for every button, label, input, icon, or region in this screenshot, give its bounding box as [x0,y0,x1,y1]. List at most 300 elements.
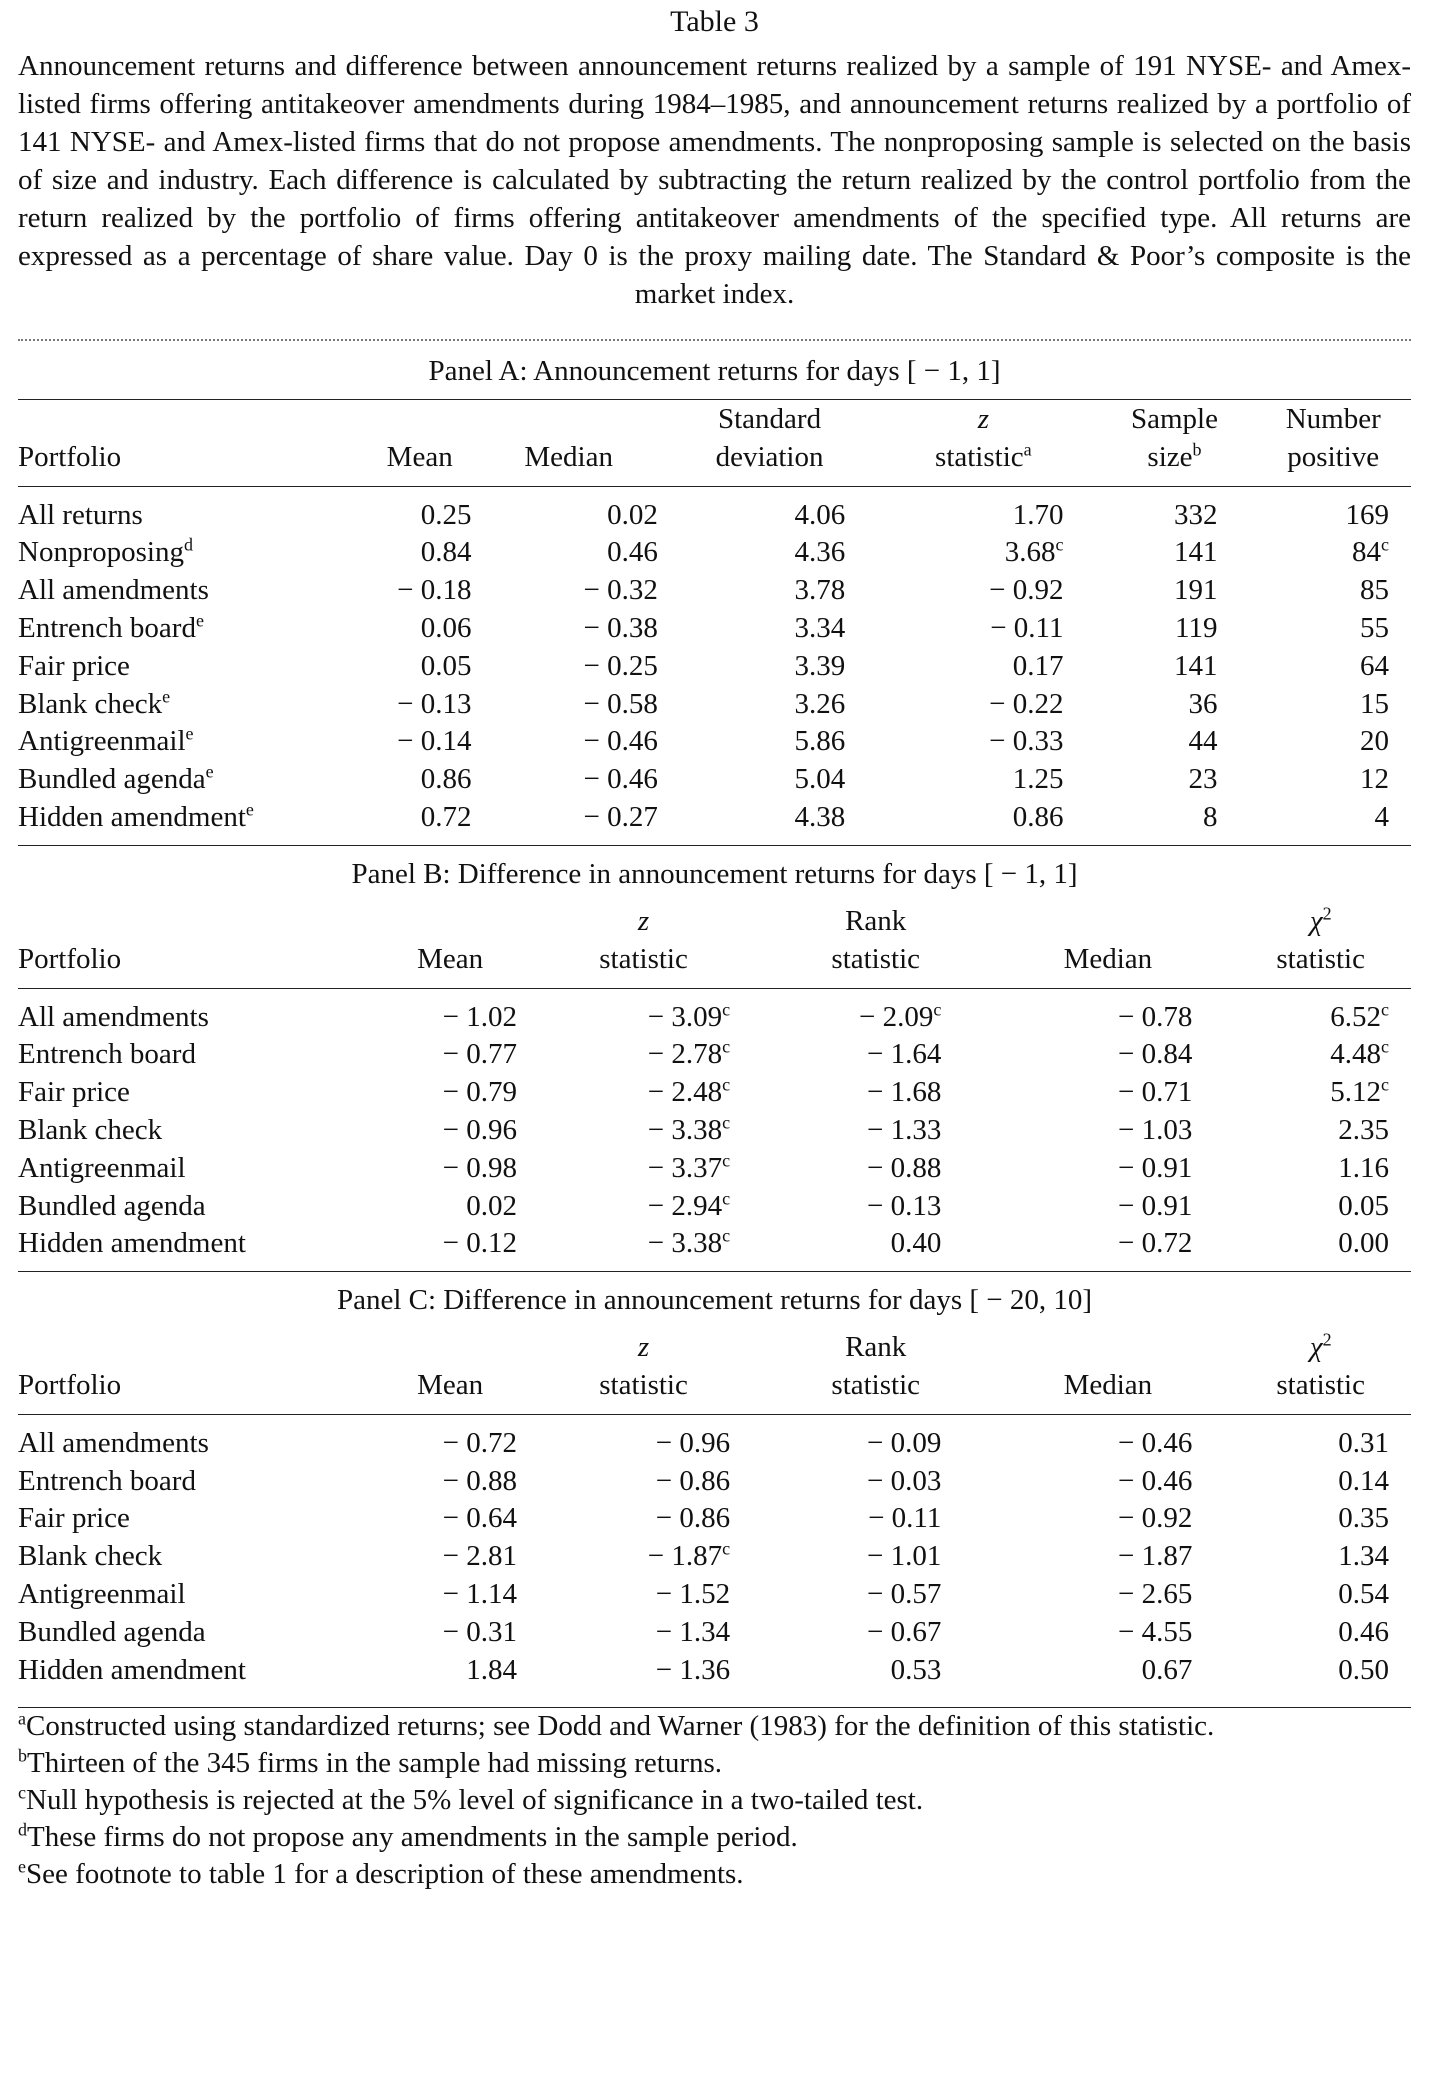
mean-cell [368,534,472,572]
mean-cell-value: − 0.98 [442,1151,518,1184]
portfolio-name: Entrench board [18,1464,196,1497]
rank-cell [766,1576,985,1614]
table-row [18,1500,1411,1538]
sample-size-cell-value: 44 [1188,725,1218,758]
z-cell [873,534,1093,572]
portfolio-label: Nonproposing [18,536,184,569]
mean-cell [379,1150,521,1188]
rank-cell-value: − 0.11 [868,1502,942,1535]
sample-size-cell-value: 191 [1173,574,1218,607]
z-line2: statistic [599,1368,688,1401]
rank-cell [766,1188,985,1226]
rank-cell [766,1150,985,1188]
footnote-mark: c [722,1036,731,1057]
portfolio-name [18,610,368,648]
chi-cell-value: 0.35 [1338,1502,1389,1535]
mean-cell [368,799,472,845]
z-line2: statistic [935,440,1024,473]
footnotes [18,1708,1411,1893]
mean-cell-value: 0.02 [466,1189,518,1222]
z-cell-value: − 0.11 [990,612,1064,645]
chi-cell [1230,1414,1411,1462]
number-positive-cell-value: 169 [1345,498,1389,531]
z-cell [521,988,766,1036]
sample-size-cell [1093,648,1255,686]
mean-cell-value: 0.84 [420,536,472,569]
chi-exponent: 2 [1322,902,1332,923]
table-title: Table 3 [670,5,759,38]
mean-cell-value: − 0.12 [442,1227,518,1260]
portfolio-name: Entrench board [18,1038,196,1071]
number-positive-cell [1255,723,1411,761]
footnote-text: Constructed using standardized returns; see Dodd and Warner (1983) for the definition of this statistic. [26,1710,1215,1743]
rank-cell-value: − 1.33 [866,1113,942,1146]
z-cell [521,1576,766,1614]
rank-cell-value: − 0.57 [866,1578,942,1610]
chi-cell [1230,1036,1411,1074]
footnote-mark: d [183,534,193,555]
mean-cell [368,686,472,724]
chi-cell-value: 1.16 [1338,1151,1389,1184]
footnote-text: See footnote to table 1 for a description of these amendments. [26,1858,744,1891]
chi-cell [1230,1614,1411,1652]
rank-cell [766,1463,985,1501]
chi-exponent: 2 [1322,1329,1332,1350]
portfolio-name [18,534,368,572]
portfolio-name: All amendments [18,1426,209,1459]
z-cell-value: − 2.78 [647,1038,723,1071]
z-cell [521,1150,766,1188]
median-cell-value: − 0.25 [583,649,658,682]
sample-size-cell [1093,572,1255,610]
panel-b-title: Panel B: Difference in announcement returns for days [ − 1, 1] [351,857,1078,890]
footnote-mark: c [722,1187,731,1208]
rank-line2: statistic [831,942,921,975]
footnote-mark: c [722,1538,731,1559]
panel-c-body [18,1414,1411,1697]
sd-cell [666,761,873,799]
sd-cell-value: 4.38 [794,801,846,834]
table-row [18,1463,1411,1501]
chi-cell-value: 0.46 [1338,1615,1389,1648]
median-cell-value: − 0.46 [1118,1464,1193,1497]
table-row [18,1150,1411,1188]
mean-cell [379,1188,521,1226]
z-cell [521,1652,766,1698]
median-cell-value: − 4.55 [1118,1615,1193,1648]
number-positive-cell-value: 4 [1374,801,1389,834]
median-cell-value: − 0.58 [583,687,658,720]
z-cell-value: − 0.86 [655,1502,731,1535]
col-median: Median [1063,942,1153,975]
sample-size-cell-value: 141 [1173,649,1218,682]
portfolio-name: Bundled agenda [18,1189,206,1222]
sample-size-cell-value: 36 [1188,687,1218,720]
pos-line1: Number [1285,402,1381,435]
table-row [18,1225,1411,1271]
col-median: Median [1063,1368,1153,1401]
median-cell-value: − 0.46 [583,763,658,796]
number-positive-cell-value: 20 [1360,725,1389,758]
rank-cell [766,1538,985,1576]
portfolio-name [18,648,368,686]
col-std-dev [666,399,873,486]
panel-b-body [18,988,1411,1271]
portfolio-label: Fair price [18,649,130,682]
portfolio-name: Antigreenmail [18,1578,186,1610]
rank-cell-value: − 1.68 [866,1076,942,1109]
chi-line1: χ [1309,1330,1323,1363]
z-cell [873,723,1093,761]
mean-cell-value: 1.84 [466,1653,518,1686]
z-cell-value: − 3.37 [647,1151,723,1184]
footnote-text: Thirteen of the 345 firms in the sample had missing returns. [27,1747,723,1780]
sample-size-cell-value: 119 [1175,612,1218,645]
col-sample-size [1093,399,1255,486]
mean-cell [368,648,472,686]
mean-cell-value: − 2.81 [442,1540,518,1573]
portfolio-name [18,799,368,845]
number-positive-cell-value: 15 [1360,687,1389,720]
table-row [18,1538,1411,1576]
chi-cell [1230,1576,1411,1614]
median-cell-value: − 0.84 [1118,1038,1193,1071]
table-row [18,1614,1411,1652]
number-positive-cell [1255,486,1411,534]
portfolio-name: Bundled agenda [18,1615,206,1648]
number-positive-cell [1255,534,1411,572]
chi-cell-value: 1.34 [1338,1540,1389,1573]
z-cell-value: − 0.96 [655,1426,731,1459]
chi-cell-value: 0.14 [1338,1464,1389,1497]
median-cell-value: 0.02 [607,498,658,531]
median-cell-value: − 0.38 [583,612,658,645]
mean-cell [379,1414,521,1462]
median-cell [472,723,666,761]
portfolio-label: Bundled agenda [18,763,206,796]
table-row [18,534,1411,572]
median-cell-value: − 0.32 [583,574,658,607]
col-chi-stat [1230,902,1411,989]
median-cell-value: 0.46 [607,536,658,569]
footnote-mark: a [1023,439,1032,460]
mean-cell-value: − 0.79 [442,1076,518,1109]
chi-cell [1230,1150,1411,1188]
sd-cell [666,686,873,724]
col-rank-stat [766,1328,985,1415]
footnote-a [18,1708,1411,1745]
table-row [18,1188,1411,1226]
table-caption: Announcement returns and difference between announcement returns realized by a sample of 191 NYSE- and Amex-listed firms offering antitakeover amendments during 1984–1985, and announcement returns realized by a portfolio of 141 NYSE- and Amex-listed firms that do not propose amendments. The nonproposing sample is selected on the basis of size and industry. Each difference is calculated by subtracting the return realized by the control portfolio from the return realized by the portfolio of firms offering antitakeover amendments of the specified type. All returns are expressed as a percentage of share value. Day 0 is the proxy mailing date. The Standard & Poor’s composite is the market index. [18,50,1411,310]
footnote-mark: c [722,1150,731,1171]
panel-c-table [18,1328,1411,1698]
portfolio-name [18,723,368,761]
col-z-stat [873,399,1093,486]
mean-cell [368,572,472,610]
z-cell-value: − 1.87 [647,1540,723,1573]
z-cell-value: − 3.09 [647,1000,723,1033]
portfolio-name: Hidden amendment [18,1227,246,1260]
median-cell [985,1188,1230,1226]
mean-cell-value: − 0.13 [397,687,472,720]
mean-cell-value: − 0.14 [397,725,472,758]
number-positive-cell [1255,610,1411,648]
col-portfolio: Portfolio [18,1368,122,1401]
rank-cell-value: − 0.09 [866,1426,942,1459]
portfolio-name: Hidden amendment [18,1653,246,1686]
portfolio-name [18,686,368,724]
sample-size-cell [1093,761,1255,799]
mean-cell-value: − 0.18 [397,574,472,607]
mean-cell-value: − 0.64 [442,1502,518,1535]
number-positive-cell-value: 12 [1360,763,1389,796]
rank-cell [766,1074,985,1112]
z-line1: z [977,402,989,435]
chi-line1: χ [1309,904,1323,937]
col-number-positive [1255,399,1411,486]
z-cell-value: − 0.86 [655,1464,731,1497]
footnote-text: Null hypothesis is rejected at the 5% level of significance in a two-tailed test. [26,1784,924,1817]
footnote-mark: c [1381,1036,1389,1057]
portfolio-label: All returns [18,498,143,531]
z-cell-value: 0.17 [1012,649,1064,682]
sample-size-cell [1093,723,1255,761]
median-cell [472,761,666,799]
z-line2: statistic [599,942,688,975]
mean-cell [379,1576,521,1614]
footnote-mark: e [205,761,214,782]
median-cell [985,1538,1230,1576]
z-line1: z [637,904,650,937]
rank-cell [766,988,985,1036]
z-cell [521,1500,766,1538]
mean-cell [379,1538,521,1576]
median-cell-value: − 1.87 [1118,1540,1193,1573]
mean-cell-value: 0.25 [420,498,472,531]
z-cell-value: 0.86 [1012,801,1064,834]
z-cell [521,1074,766,1112]
portfolio-label: All amendments [18,574,209,607]
footnote-mark: c [1381,998,1389,1019]
chi-cell [1230,1463,1411,1501]
median-cell [472,648,666,686]
footnote-mark: e [245,799,254,820]
chi-cell [1230,1538,1411,1576]
median-cell [985,988,1230,1036]
table-row [18,1414,1411,1462]
col-mean: Mean [386,440,453,473]
portfolio-name [18,486,368,534]
sd-cell-value: 4.06 [794,498,846,531]
number-positive-cell [1255,686,1411,724]
sample-size-cell [1093,610,1255,648]
table-row [18,1036,1411,1074]
z-cell [521,1188,766,1226]
col-z-stat [521,1328,766,1415]
mean-cell-value: 0.86 [420,763,472,796]
mean-cell [379,1614,521,1652]
median-cell [472,486,666,534]
number-positive-cell-value: 85 [1360,574,1389,607]
footnote-mark: c [1055,534,1064,555]
sd-cell [666,610,873,648]
z-cell-value: 1.25 [1012,763,1064,796]
rank-cell-value: 0.40 [890,1227,942,1260]
table-row [18,486,1411,534]
mean-cell [379,1652,521,1698]
chi-line2: statistic [1276,942,1365,975]
footnote-mark: c [722,1112,731,1133]
mean-cell-value: − 0.77 [442,1038,518,1071]
chi-cell-value: 0.31 [1338,1426,1389,1459]
number-positive-cell-value: 55 [1360,612,1389,645]
panel-a-header-row [18,399,1411,486]
portfolio-name [18,761,368,799]
sample-size-cell [1093,534,1255,572]
z-cell [873,761,1093,799]
sd-cell [666,572,873,610]
median-cell [985,1614,1230,1652]
mean-cell-value: − 1.14 [442,1578,518,1610]
sample-size-cell [1093,486,1255,534]
sample-size-cell-value: 332 [1173,498,1218,531]
table-row [18,1074,1411,1112]
median-cell-value: − 0.78 [1118,1000,1193,1033]
rank-cell-value: − 0.13 [866,1189,942,1222]
table-row [18,761,1411,799]
rank-cell [766,1500,985,1538]
portfolio-label: Blank check [18,687,163,720]
median-cell [472,572,666,610]
median-cell-value: − 0.46 [583,725,658,758]
z-cell [521,1225,766,1271]
sd-cell [666,723,873,761]
table-row [18,1652,1411,1698]
number-positive-cell-value: 64 [1360,649,1389,682]
col-mean: Mean [417,1368,484,1401]
chi-cell-value: 0.50 [1338,1653,1389,1686]
z-cell [521,1614,766,1652]
z-cell-value: − 3.38 [647,1227,723,1260]
mean-cell [379,1074,521,1112]
sd-cell [666,486,873,534]
footnote-text: These firms do not propose any amendments in the sample period. [27,1821,798,1854]
z-cell-value: − 2.94 [647,1189,723,1222]
col-chi-stat [1230,1328,1411,1415]
z-cell [873,610,1093,648]
sd-cell-value: 5.86 [794,725,846,758]
median-cell [985,1652,1230,1698]
chi-cell-value: 6.52 [1330,1000,1381,1033]
sd-cell-value: 3.78 [794,574,846,607]
footnote-d [18,1819,1411,1856]
sd-cell [666,799,873,845]
mean-cell-value: − 0.96 [442,1113,518,1146]
chi-cell-value: 0.05 [1338,1189,1389,1222]
dotted-divider [18,339,1411,341]
footnote-mark: c [722,998,731,1019]
footnote-mark: b [1192,439,1202,460]
chi-cell [1230,1188,1411,1226]
mean-cell-value: 0.05 [420,649,472,682]
portfolio-name: All amendments [18,1000,209,1033]
z-cell [873,686,1093,724]
median-cell [472,686,666,724]
rank-cell [766,1112,985,1150]
number-positive-cell [1255,572,1411,610]
rank-cell [766,1225,985,1271]
rank-cell [766,1414,985,1462]
z-cell [521,1414,766,1462]
number-positive-cell-value: 84 [1352,536,1381,569]
mean-cell [368,610,472,648]
footnote-mark: c [933,998,942,1019]
z-cell [521,1036,766,1074]
panel-a-table [18,399,1411,845]
chi-cell-value: 5.12 [1330,1076,1381,1109]
rank-cell-value: 0.53 [890,1653,942,1686]
panel-b-bottom-rule [18,1271,1411,1272]
footnote-mark: c [18,1782,26,1803]
mean-cell [368,486,472,534]
footnote-b [18,1745,1411,1782]
panel-a-body [18,486,1411,845]
median-cell [985,1500,1230,1538]
z-cell [521,1538,766,1576]
sample-size-cell-value: 8 [1202,801,1218,834]
rank-cell [766,1614,985,1652]
z-cell-value: 1.70 [1012,498,1064,531]
median-cell-value: − 0.72 [1118,1227,1193,1260]
z-line1: z [637,1330,650,1363]
sd-cell-value: 3.26 [794,687,846,720]
median-cell [985,1576,1230,1614]
chi-line2: statistic [1276,1368,1365,1401]
panel-a-bottom-rule [18,845,1411,846]
col-mean: Mean [417,942,484,975]
footnote-mark: e [195,610,204,631]
chi-cell [1230,1074,1411,1112]
sd-cell-value: 3.39 [794,649,846,682]
rank-cell-value: − 1.64 [866,1038,942,1071]
sd-cell [666,534,873,572]
z-cell [873,572,1093,610]
mean-cell [379,1036,521,1074]
median-cell-value: − 1.03 [1118,1113,1193,1146]
median-cell-value: − 0.91 [1118,1151,1193,1184]
median-cell-value: 0.67 [1141,1653,1193,1686]
chi-cell [1230,1652,1411,1698]
median-cell [985,1074,1230,1112]
std-line1: Standard [717,402,822,435]
rank-line1: Rank [845,904,907,937]
number-positive-cell [1255,648,1411,686]
number-positive-cell [1255,761,1411,799]
table-row [18,799,1411,845]
mean-cell [368,723,472,761]
z-cell [521,1463,766,1501]
z-cell [873,799,1093,845]
sd-cell-value: 5.04 [794,763,846,796]
chi-cell [1230,1500,1411,1538]
col-median: Median [524,440,613,473]
median-cell [985,1150,1230,1188]
chi-cell [1230,1112,1411,1150]
z-cell-value: − 1.34 [655,1615,731,1648]
pos-line2: positive [1287,440,1380,473]
portfolio-label: Antigreenmail [18,725,186,758]
rank-cell-value: − 2.09 [858,1000,934,1033]
